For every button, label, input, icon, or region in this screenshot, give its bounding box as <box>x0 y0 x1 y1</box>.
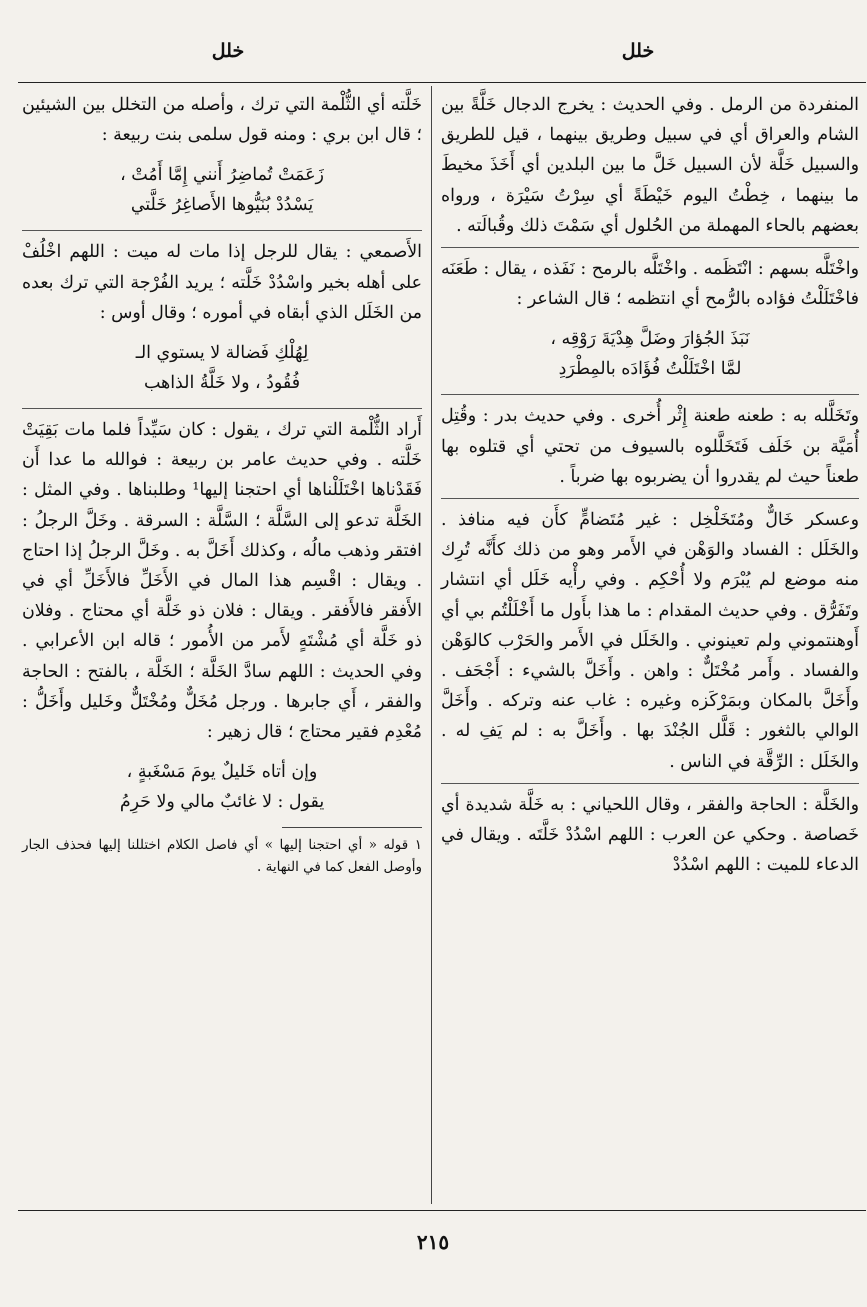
right-paragraph-3: وتَخَلَّله به : طعنه طعنة إِثْر أُخرى . وفي حديث بدر : وقُتِل أُمَيَّة بن خَلَف فَتَخَلَّلوه بالسيوف من تحتي أي قتلوه بها طعناً حيث لم يقدروا أن يضربوه بها ضرباً . <box>441 406 859 487</box>
right-paragraph-1: المنفردة من الرمل . وفي الحديث : يخرج الدجال خَلَّةً بين الشام والعراق أي في سبيل وطريق بينهما ، قيل للطريق والسبيل خَلَّة لأن السبيل خَلَّ ما بين البلدين أي أَخَذَ مخيطَ ما بينهما ، خِطْتُ اليوم خَيْطَةً أي سِرْتُ سَيْرَة ، ورواه بعضهم بالحاء المهملة من الحُلول أي سَمْتَ ذلك وقُبالَته . <box>441 95 859 236</box>
column-divider <box>431 86 432 1204</box>
verse-block <box>441 324 859 384</box>
left-paragraph-3: أَراد الثُّلْمة التي ترك ، يقول : كان سَيِّداً فلما مات بَقِيَتْ خَلَّته . وفي حديث عامر بن ربيعة : فوالله ما عدا أَن فَقَدْناها اخْتَلَلْناها أي احتجنا إليها¹ وطلبناها . وفي المثل : الخَلَّة تدعو إلى السَّلَّة ؛ السَّلَّة : السرقة . وخَلَّ الرجلُ : افتقر وذهب مالُه ، وكذلك أَخَلَّ به . وخَلَّ الرجلُ إذا احتاج . ويقال : اقْسِم هذا المال في الأَخَلِّ فالأَخَلِّ أي في الأَفقر فالأَفقر . ويقال : فلان ذو خَلَّة أي محتاج . وفلان ذو خَلَّة أي مُشْتَهٍ لأَمر من الأُمور ؛ قاله ابن الأعرابي . وفي الحديث : اللهم سادَّ الخَلَّة ؛ الخَلَّة ، بالفتح : الحاجة والفقر ، أَي جابرها . ورجل مُخَلٌّ ومُخْتَلٌّ وخَليل وأَخَلُّ : مُعْدِم فقير محتاج ؛ قال زهير : <box>22 420 422 743</box>
verse-block <box>22 160 422 220</box>
right-paragraph-4: وعسكر خَالٌّ ومُتَخَلْخِل : غير مُتَضامٍّ كأَن فيه منافذ . والخَلَل : الفساد والوَهْن في الأَمر وهو من ذلك كأَنَّه تُرِك منه موضع لم يُبْرَم ولا أُحْكِم . وفي رأْيه خَلَل أي انتشار وتَفَرُّق . وفي حديث المقدام : ما هذا بأَول ما أَخْلَلْتُم بي أي أَوهنتموني ولم تعينوني . والخَلَل في الأَمر والحَرْب كالوَهْن والفساد . وأَمر مُخْتَلٌّ : واهن . وأَخَلَّ بالشيء : أَجْحَف . وأَخَلَّ بالمكان وبمَرْكَزه وغيره : غاب عنه وتركه . وأَخَلَّ الوالي بالثغور : قَلَّل الجُنْدَ بها . وأَخَلَّ به : لم يَفِ له . والخَلَل : الرِّقَّة في الناس . <box>441 510 859 772</box>
verse-line: فُقُودُ ، ولا خَلَّةُ الذاهب <box>143 373 301 394</box>
verse-line: يَسْدُدْ بُنَيُّوها الأَصاغِرُ خَلَّتي <box>130 195 314 216</box>
entry-rule <box>22 408 422 409</box>
entry-rule <box>441 498 859 499</box>
entry-rule <box>441 247 859 248</box>
page-number: ٢١٥ <box>416 1230 450 1254</box>
entry-rule <box>22 230 422 231</box>
entry-rule <box>441 394 859 395</box>
footnote-rule <box>282 827 422 828</box>
right-column <box>441 90 859 880</box>
verse-line: نَبَذَ الجُؤارَ وضَلَّ هِدْيَةَ رَوْقِه ، <box>550 329 750 350</box>
verse-block <box>22 757 422 817</box>
footer-rule <box>18 1210 866 1211</box>
verse-line: يقول : لا غائبٌ مالي ولا حَرِمُ <box>119 792 325 813</box>
right-paragraph-2: واخْتَلَّه بسهم : انْتَظَمه . واخْتَلَّه بالرمح : نَفَذه ، يقال : طَعَنَه فاخْتَلَلْتُ فؤاده بالرُّمح أي انتظمه ؛ قال الشاعر : <box>440 259 859 310</box>
left-column <box>22 90 422 878</box>
header-rule <box>18 82 866 83</box>
running-header-left: خلل <box>211 40 245 62</box>
left-paragraph-2: الأَصمعي : يقال للرجل إذا مات له ميت : اللهم اخْلُفْ على أهله بخير واسْدُدْ خَلَّته ؛ يريد الفُرْجة التي ترك بعده من الخَلَل الذي أبقاه في أموره ؛ وقال أوس : <box>22 242 422 323</box>
running-header-right: خلل <box>621 40 655 62</box>
verse-line: وإن أتاه خَليلٌ يومَ مَسْغَبةٍ ، <box>126 762 318 783</box>
footnote: ١ قوله « أي احتجنا إليها » أي فاصل الكلام اختللنا إليها فحذف الجار وأوصل الفعل كما في النهاية . <box>22 837 422 876</box>
verse-line: لِهُلْكِ فَضالة لا يستوي الـ <box>135 343 309 364</box>
verse-line: لمَّا اخْتَلَلْتُ فُؤَادَه بالمِطْرَدِ <box>558 359 742 380</box>
verse-line: زَعَمَتْ تُماضِرُ أَنني إِمَّا أَمُتْ ، <box>120 165 324 186</box>
left-paragraph-1: خَلَّته أي الثُّلْمة التي ترك ، وأصله من التخلل بين الشيئين ؛ قال ابن بري : ومنه قول سلمى بنت ربيعة : <box>22 95 422 146</box>
right-paragraph-5: والخَلَّة : الحاجة والفقر ، وقال اللحياني : به خَلَّة شديدة أي خَصاصة . وحكي عن العرب : اللهم اسْدُدْ خَلَّتَه . ويقال في الدعاء للميت : اللهم اسْدُدْ <box>441 794 859 876</box>
verse-block <box>22 338 422 398</box>
entry-rule <box>441 783 859 784</box>
